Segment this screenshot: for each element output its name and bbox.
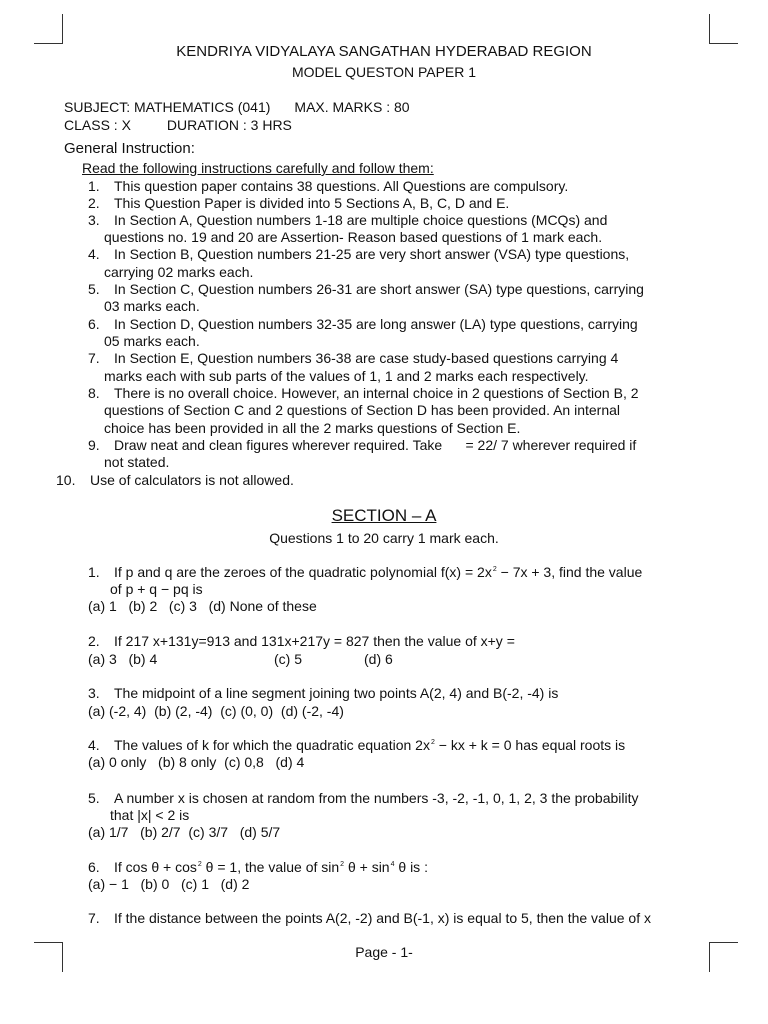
question: 3. The midpoint of a line segment joining two points A(2, 4) and B(-2, -4) is bbox=[88, 685, 559, 701]
instructions-heading: General Instruction: bbox=[64, 140, 195, 157]
question-options: (a) 1 (b) 2 (c) 3 (d) None of these bbox=[88, 598, 317, 614]
question-options: (a) 3 (b) 4 (c) 5 (d) 6 bbox=[88, 651, 393, 667]
instruction-item-cont: questions no. 19 and 20 are Assertion- Reason based questions of 1 mark each. bbox=[104, 229, 603, 245]
max-marks: MAX. MARKS : 80 bbox=[294, 99, 410, 115]
question-options: (a) − 1 (b) 0 (c) 1 (d) 2 bbox=[88, 876, 250, 892]
question-cont: that |x| < 2 is bbox=[110, 807, 190, 823]
instruction-item: 7. In Section E, Question numbers 36-38 are case study-based questions carrying 4 bbox=[88, 350, 619, 366]
subject: SUBJECT: MATHEMATICS (041) bbox=[64, 99, 271, 115]
subject-line bbox=[64, 99, 410, 115]
question: 6. If $\cos \theta + \cos^2 \theta = 1$, the value of $\sin^2 \theta + \sin^4 \theta$ is : bbox=[88, 859, 428, 875]
instruction-item-cont: 03 marks each. bbox=[104, 298, 200, 314]
instruction-item-cont: carrying 02 marks each. bbox=[104, 264, 254, 280]
instruction-item: 1. This question paper contains 38 questions. All Questions are compulsory. bbox=[88, 178, 569, 194]
question: 5. A number x is chosen at random from the numbers -3, -2, -1, 0, 1, 2, 3 the probability bbox=[88, 790, 639, 806]
class-line bbox=[64, 117, 292, 133]
question-options: (a) 0 only (b) 8 only (c) 0,8 (d) 4 bbox=[88, 754, 305, 770]
instruction-item: 9. Draw neat and clean figures wherever required. Take = 22/ 7 wherever required if bbox=[88, 437, 637, 453]
crop-mark-bottom-left-h bbox=[34, 942, 63, 943]
crop-mark-top-left-v bbox=[62, 14, 63, 44]
instruction-item-cont: 05 marks each. bbox=[104, 333, 200, 349]
question-options: (a) (-2, 4) (b) (2, -4) (c) (0, 0) (d) (-2, -4) bbox=[88, 703, 344, 719]
paper-title: MODEL QUESTON PAPER 1 bbox=[291, 64, 477, 80]
instruction-item-cont: marks each with sub parts of the values of 1, 1 and 2 marks each respectively. bbox=[104, 368, 589, 384]
instruction-item: 3. In Section A, Question numbers 1-18 are multiple choice questions (MCQs) and bbox=[88, 212, 608, 228]
instruction-item: 4. In Section B, Question numbers 21-25 are very short answer (VSA) type questions, bbox=[88, 246, 630, 262]
org-title: KENDRIYA VIDYALAYA SANGATHAN HYDERABAD REGION bbox=[176, 43, 592, 60]
instruction-item-cont: choice has been provided in all the 2 marks questions of Section E. bbox=[104, 420, 521, 436]
instructions-lead: Read the following instructions carefully and follow them: bbox=[82, 160, 434, 176]
question: 1. If p and q are the zeroes of the quadratic polynomial $f(x) = 2x^2 - 7x + 3$, find the value bbox=[88, 564, 643, 580]
question-cont: of p + q − pq is bbox=[110, 581, 203, 597]
instruction-item: 2. This Question Paper is divided into 5 Sections A, B, C, D and E. bbox=[88, 195, 510, 211]
instruction-item-cont: not stated. bbox=[104, 454, 170, 470]
question: 4. The values of k for which the quadratic equation $2x^2$ − kx + k = 0 has equal roots is bbox=[88, 737, 626, 753]
instruction-item-cont: questions of Section C and 2 questions of Section D has been provided. An internal bbox=[104, 402, 621, 418]
class: CLASS : X bbox=[64, 117, 131, 133]
crop-mark-bottom-right-h bbox=[709, 942, 738, 943]
duration: DURATION : 3 HRS bbox=[166, 117, 292, 133]
question-options: (a) 1/7 (b) 2/7 (c) 3/7 (d) 5/7 bbox=[88, 824, 281, 840]
question: 7. If the distance between the points A(2, -2) and B(-1, x) is equal to 5, then the value of x bbox=[88, 910, 651, 926]
page-number: Page - 1- bbox=[355, 944, 413, 960]
question: 2. If 217 x+131y=913 and 131x+217y = 827 then the value of x+y = bbox=[88, 633, 515, 649]
section-title: SECTION – A bbox=[331, 506, 437, 525]
crop-mark-top-right-v bbox=[709, 14, 710, 44]
instruction-item: 6. In Section D, Question numbers 32-35 are long answer (LA) type questions, carrying bbox=[88, 316, 638, 332]
section-subtitle: Questions 1 to 20 carry 1 mark each. bbox=[269, 530, 499, 546]
instruction-item: 8. There is no overall choice. However, an internal choice in 2 questions of Section B, 2 bbox=[88, 385, 639, 401]
instruction-item: 10. Use of calculators is not allowed. bbox=[56, 472, 294, 488]
instruction-item: 5. In Section C, Question numbers 26-31 are short answer (SA) type questions, carrying bbox=[88, 281, 644, 297]
